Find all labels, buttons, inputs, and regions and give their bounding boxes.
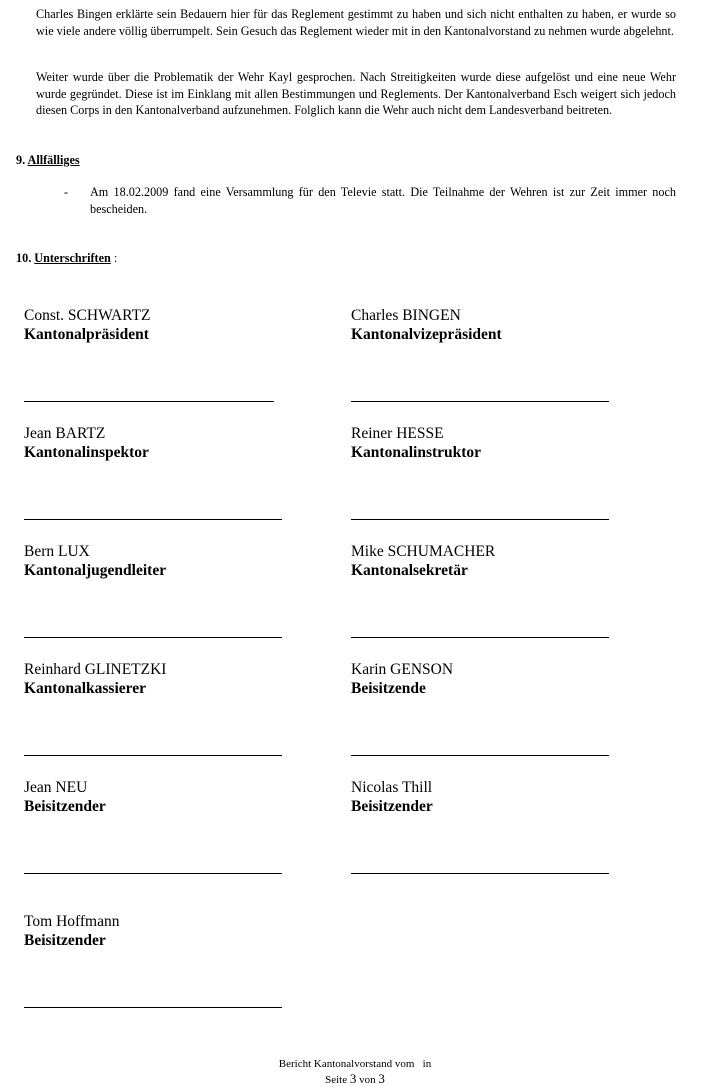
signature-line [351, 519, 609, 520]
signatory-name: Reinhard GLINETZKI [24, 661, 167, 678]
signature-block [351, 660, 641, 698]
footer-page-number [0, 1072, 710, 1087]
page-total: 3 [378, 1071, 385, 1086]
signature-block [351, 542, 641, 580]
signatory-role: Kantonalinstruktor [351, 444, 482, 461]
page-number: 3 [349, 1071, 357, 1086]
signature-line [24, 1007, 282, 1008]
signatory-role: Beisitzender [24, 798, 106, 815]
signatory-role: Kantonalvizepräsident [351, 326, 502, 343]
signature-block [24, 660, 314, 698]
section-number: 10. [16, 251, 32, 265]
signature-line [351, 637, 609, 638]
signatory-role: Kantonalinspektor [24, 444, 149, 461]
signature-line [24, 873, 282, 874]
signature-block [24, 424, 314, 462]
signatory-role: Kantonalpräsident [24, 326, 149, 343]
signatory-name: Charles BINGEN [351, 307, 461, 324]
signatory-name: Nicolas Thill [351, 779, 433, 796]
footer-report-title: Bericht Kantonalvorstand vom in [278, 1058, 432, 1070]
signatory-name: Jean NEU [24, 779, 88, 796]
signature-block [351, 306, 641, 344]
section-title: Allfälliges [27, 153, 80, 167]
signature-block [351, 778, 641, 816]
signatory-name: Karin GENSON [351, 661, 454, 678]
section-title-suffix: : [110, 251, 118, 265]
signature-block [24, 912, 314, 950]
signature-line [351, 873, 609, 874]
signatory-role: Kantonalsekretär [351, 562, 468, 579]
page-of-label: von [356, 1074, 379, 1086]
section-heading-allfaelliges [16, 152, 80, 168]
signatory-name: Tom Hoffmann [24, 913, 120, 930]
signature-block [24, 542, 314, 580]
section-heading-unterschriften [16, 250, 117, 266]
signature-line [24, 755, 282, 756]
bullet-marker: - [64, 185, 69, 199]
signature-line [24, 637, 282, 638]
signatory-name: Jean BARTZ [24, 425, 106, 442]
signatory-role: Beisitzende [351, 680, 426, 697]
signature-block [351, 424, 641, 462]
signature-line [24, 401, 274, 402]
signature-block [24, 778, 314, 816]
section-title: Unterschriften [34, 251, 111, 265]
section-number: 9. [16, 153, 26, 167]
signatory-role: Beisitzender [351, 798, 433, 815]
bullet-text: Am 18.02.2009 fand eine Versammlung für den Televie statt. Die Teilnahme der Wehren ist zur Zeit immer noch bescheiden. [90, 185, 676, 216]
paragraph-bingen-statement: Charles Bingen erklärte sein Bedauern hier für das Reglement gestimmt zu haben und sich nicht enthalten zu haben, er wurde so wie viele andere völlig überrumpelt. Sein Gesuch das Reglement wieder mit in den Kantonalvorstand zu nehmen wurde abgelehnt. [36, 7, 676, 38]
signature-line [351, 755, 609, 756]
signatory-name: Mike SCHUMACHER [351, 543, 496, 560]
signatory-role: Beisitzender [24, 932, 106, 949]
signatory-name: Reiner HESSE [351, 425, 444, 442]
signatory-name: Const. SCHWARTZ [24, 307, 151, 324]
signature-block [24, 306, 314, 344]
paragraph-wehr-kayl: Weiter wurde über die Problematik der Wehr Kayl gesprochen. Nach Streitigkeiten wurde diese aufgelöst und eine neue Wehr wurde gegründet. Diese ist im Einklang mit allen Bestimmungen und Reglements. Der Kantonalverband Esch weigert sich jedoch diesen Corps in den Kantonalverband aufzunehmen. Folglich kann die Wehr auch nicht dem Landesverband beitreten. [36, 70, 676, 118]
signatory-name: Bern LUX [24, 543, 90, 560]
signature-line [351, 401, 609, 402]
signatory-role: Kantonaljugendleiter [24, 562, 167, 579]
signature-line [24, 519, 282, 520]
signatory-role: Kantonalkassierer [24, 680, 146, 697]
page-label: Seite [325, 1074, 350, 1086]
